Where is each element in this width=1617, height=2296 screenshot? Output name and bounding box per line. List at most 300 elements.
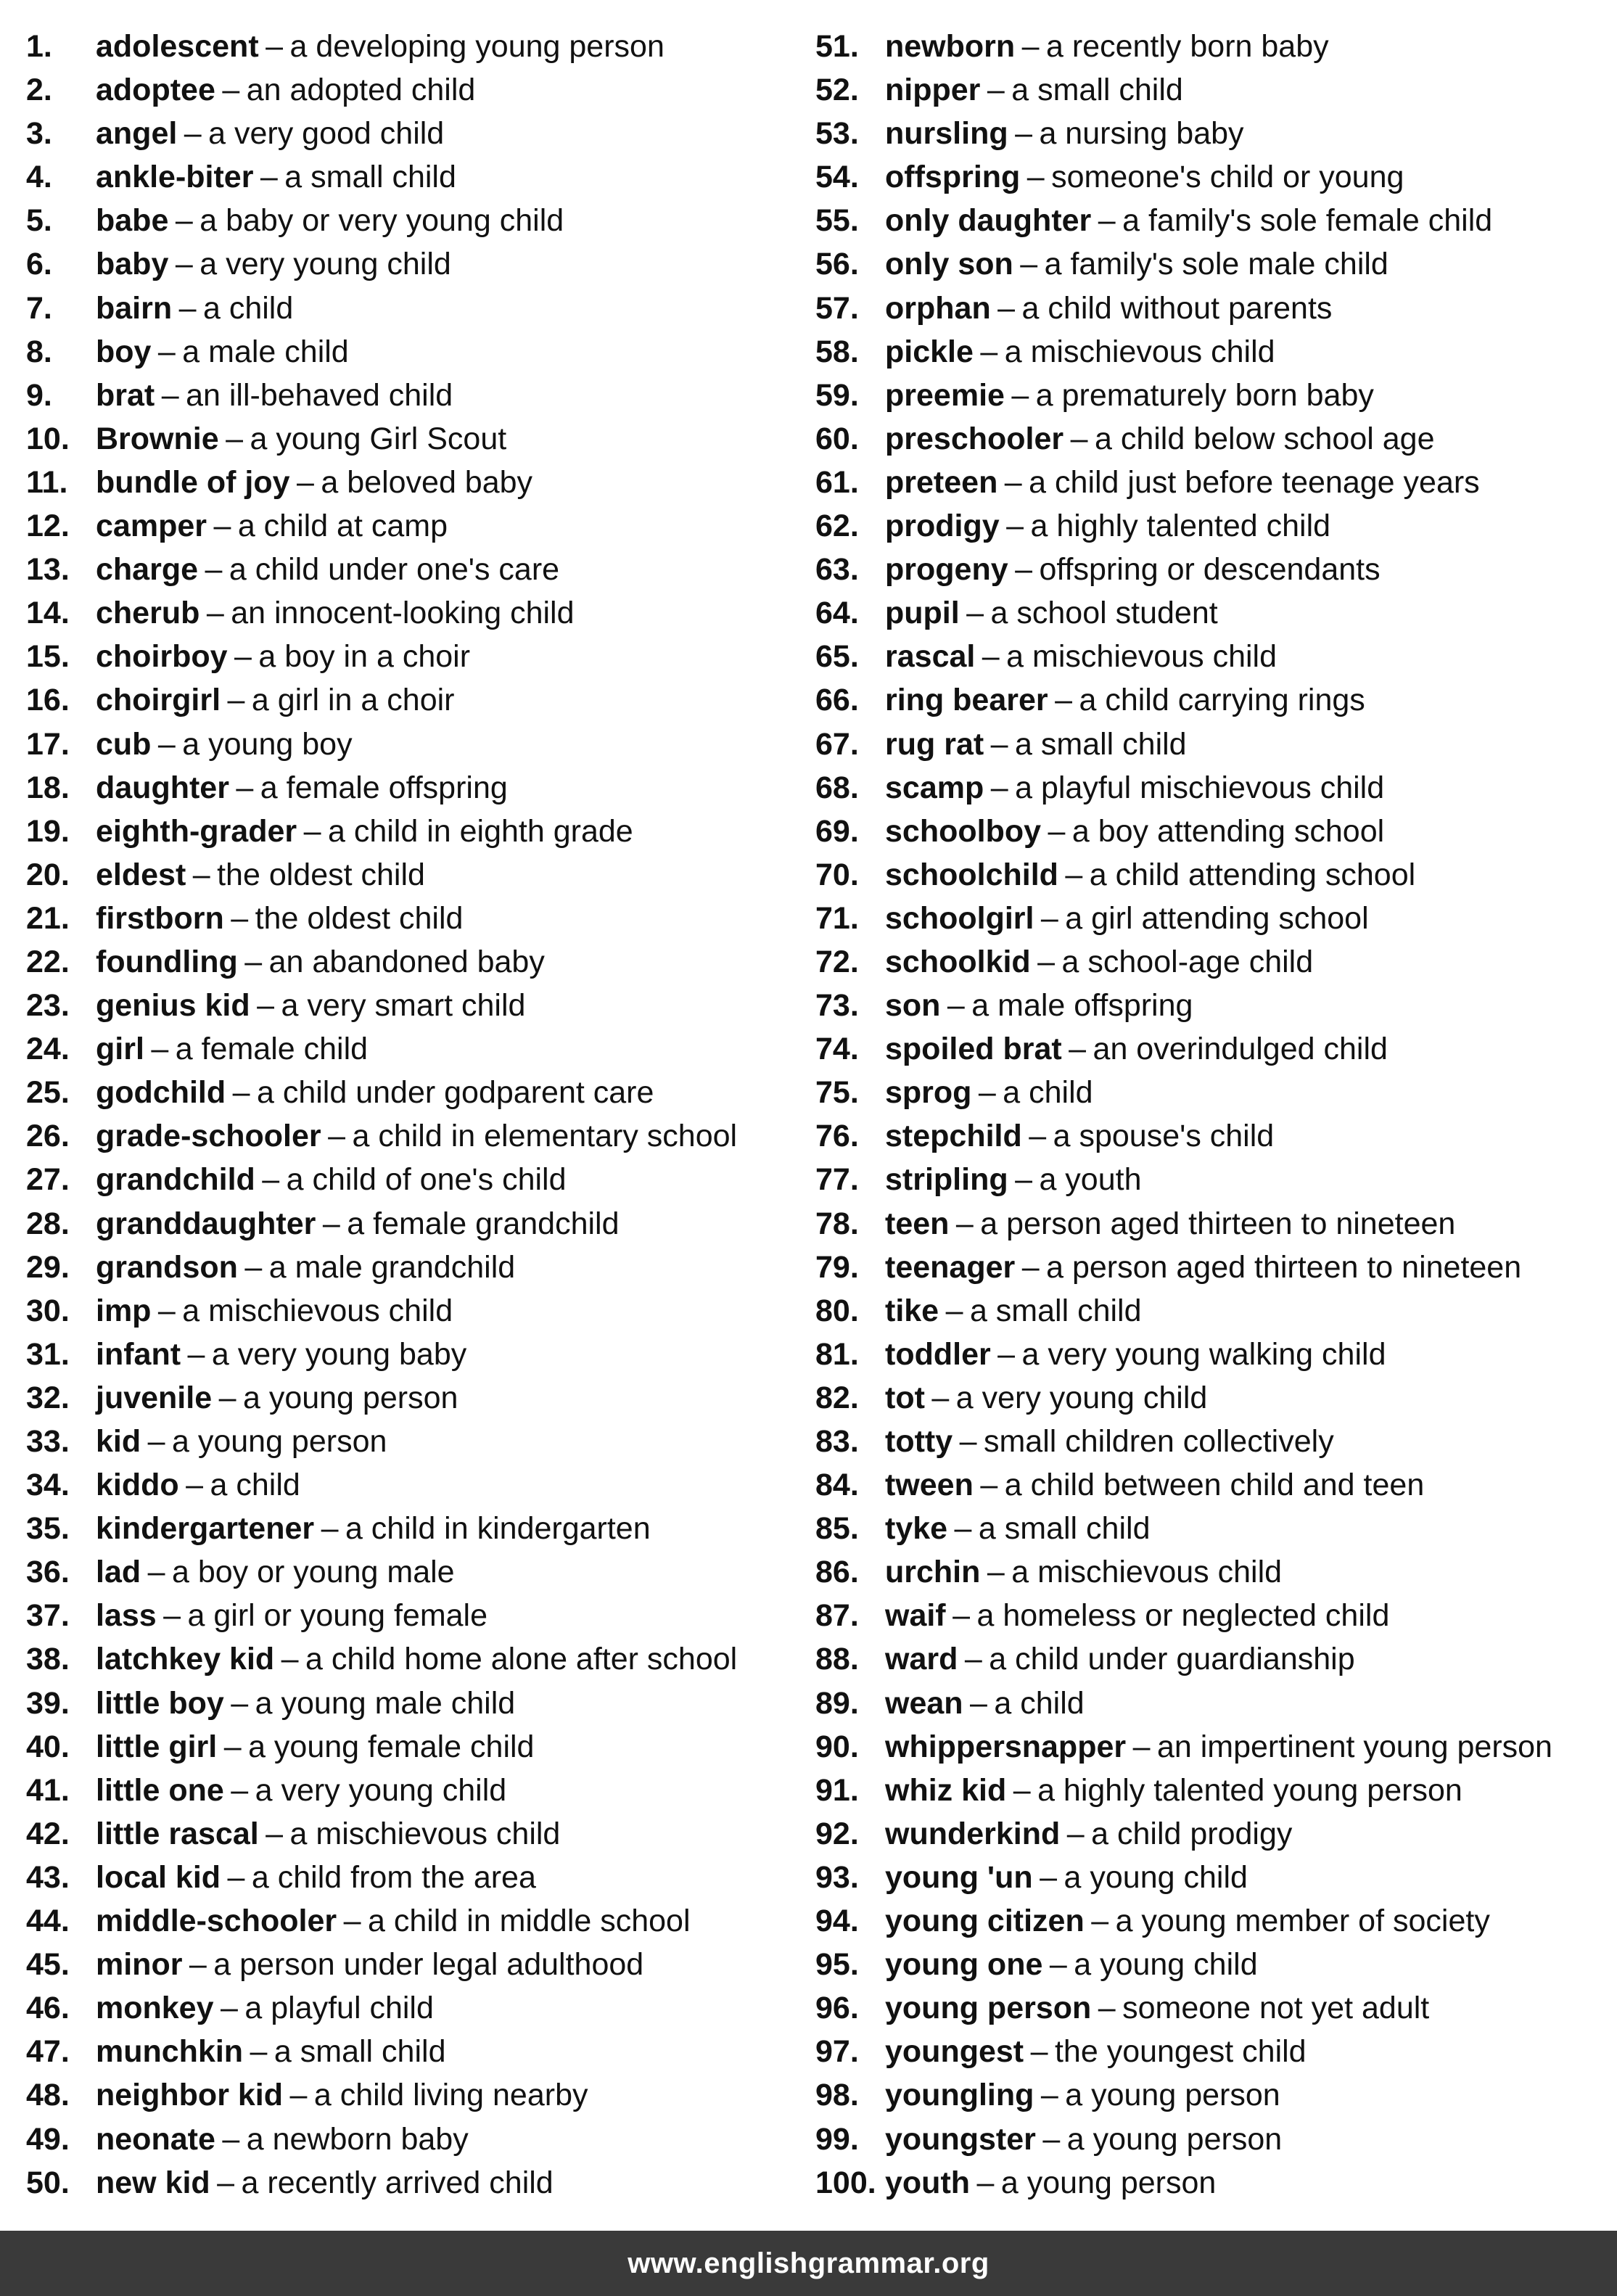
entry-number: 49. xyxy=(26,2121,70,2157)
list-item xyxy=(815,242,1552,286)
entry-term: bundle of joy xyxy=(96,464,290,500)
entry-term: adoptee xyxy=(96,73,215,108)
entry-number: 56. xyxy=(815,247,859,282)
entry-term: tike xyxy=(885,1293,939,1328)
entry-dash: – xyxy=(151,1032,169,1067)
entry-dash: – xyxy=(1020,247,1038,282)
entry-term: son xyxy=(885,988,941,1024)
entry-number: 72. xyxy=(815,944,859,979)
entry-dash: – xyxy=(297,464,314,500)
entry-number: 43. xyxy=(26,1859,70,1895)
entry-dash: – xyxy=(1049,1947,1067,1983)
entry-term: wean xyxy=(885,1685,963,1721)
entry-definition: a female child xyxy=(175,1032,369,1067)
entry-definition: an overindulged child xyxy=(1093,1032,1388,1067)
entry-dash: – xyxy=(281,1642,299,1677)
entry-dash: – xyxy=(990,770,1008,805)
list-item xyxy=(26,1376,737,1420)
entry-term: adolescent xyxy=(96,29,259,64)
entry-term: young citizen xyxy=(885,1904,1085,1939)
entry-definition: a child at camp xyxy=(237,509,448,544)
list-item xyxy=(26,1986,737,2030)
entry-dash: – xyxy=(987,73,1005,108)
entry-term: baby xyxy=(96,247,169,282)
entry-term: urchin xyxy=(885,1555,981,1590)
entry-definition: a young person xyxy=(1000,2165,1217,2200)
entry-number: 4. xyxy=(26,160,52,195)
entry-definition: a very young walking child xyxy=(1021,1336,1386,1372)
entry-number: 65. xyxy=(815,639,859,675)
entry-dash: – xyxy=(175,203,193,239)
entry-number: 82. xyxy=(815,1380,859,1415)
entry-term: boy xyxy=(96,334,152,369)
entry-number: 18. xyxy=(26,770,70,805)
entry-dash: – xyxy=(266,29,284,64)
entry-number: 17. xyxy=(26,726,70,762)
list-item xyxy=(26,374,737,417)
entry-definition: a developing young person xyxy=(289,29,665,64)
entry-term: progeny xyxy=(885,552,1008,588)
list-item xyxy=(815,635,1552,678)
entry-definition: a child without parents xyxy=(1021,290,1333,326)
list-item xyxy=(815,897,1552,940)
entry-definition: a child in middle school xyxy=(367,1904,691,1939)
entry-number: 52. xyxy=(815,73,859,108)
entry-dash: – xyxy=(223,1729,242,1764)
list-item xyxy=(815,591,1552,635)
entry-definition: a female offspring xyxy=(260,770,508,805)
entry-definition: a female grandchild xyxy=(347,1206,620,1241)
entry-dash: – xyxy=(175,247,193,282)
entry-definition: a mischievous child xyxy=(1004,334,1275,369)
list-item xyxy=(815,1769,1552,1812)
entry-dash: – xyxy=(244,944,263,979)
entry-number: 76. xyxy=(815,1119,859,1154)
entry-dash: – xyxy=(1040,1859,1058,1895)
entry-definition: a girl attending school xyxy=(1065,900,1369,936)
entry-term: kiddo xyxy=(96,1468,179,1503)
entry-term: youngest xyxy=(885,2034,1024,2070)
entry-definition: someone not yet adult xyxy=(1122,1991,1430,2026)
list-item xyxy=(26,155,737,199)
entry-term: eighth-grader xyxy=(96,813,297,849)
list-item xyxy=(815,1986,1552,2030)
list-item xyxy=(26,1550,737,1594)
entry-number: 46. xyxy=(26,1991,70,2026)
list-item xyxy=(815,1289,1552,1333)
entry-dash: – xyxy=(178,290,197,326)
list-item xyxy=(815,853,1552,897)
entry-definition: a person aged thirteen to nineteen xyxy=(980,1206,1456,1241)
entry-definition: the oldest child xyxy=(217,857,425,892)
entry-definition: a young member of society xyxy=(1115,1904,1490,1939)
list-item xyxy=(26,330,737,374)
entry-dash: – xyxy=(322,1206,340,1241)
entry-definition: a young person xyxy=(242,1380,458,1415)
entry-term: tween xyxy=(885,1468,974,1503)
entry-definition: small children collectively xyxy=(983,1424,1334,1459)
list-item xyxy=(815,1027,1552,1071)
word-list-right-column xyxy=(815,25,1552,2205)
footer-website[interactable]: www.englishgrammar.org xyxy=(628,2247,989,2279)
entry-term: youth xyxy=(885,2165,971,2200)
entry-dash: – xyxy=(232,1075,250,1111)
entry-definition: a small child xyxy=(273,2034,446,2070)
entry-dash: – xyxy=(231,900,249,936)
entry-number: 66. xyxy=(815,683,859,718)
entry-term: wunderkind xyxy=(885,1816,1061,1851)
entry-term: pupil xyxy=(885,596,960,631)
entry-number: 69. xyxy=(815,813,859,849)
list-item xyxy=(815,330,1552,374)
list-item xyxy=(26,678,737,722)
entry-number: 44. xyxy=(26,1904,70,1939)
entry-definition: a very smart child xyxy=(281,988,526,1024)
entry-dash: – xyxy=(222,2121,240,2157)
entry-definition: a child in elementary school xyxy=(352,1119,738,1154)
entry-definition: a child xyxy=(202,290,294,326)
entry-dash: – xyxy=(945,1293,963,1328)
entry-definition: a male offspring xyxy=(971,988,1193,1024)
entry-number: 59. xyxy=(815,377,859,413)
entry-definition: a very young child xyxy=(199,247,451,282)
entry-term: infant xyxy=(96,1336,181,1372)
footer-bar xyxy=(0,2231,1617,2296)
entry-term: juvenile xyxy=(96,1380,213,1415)
entry-definition: a family's sole male child xyxy=(1044,247,1388,282)
entry-number: 25. xyxy=(26,1075,70,1111)
list-item xyxy=(26,1289,737,1333)
entry-term: stepchild xyxy=(885,1119,1022,1154)
entry-term: pickle xyxy=(885,334,974,369)
entry-definition: a child xyxy=(994,1685,1085,1721)
entry-term: latchkey kid xyxy=(96,1642,275,1677)
list-item xyxy=(26,112,737,155)
list-item xyxy=(26,2073,737,2117)
entry-dash: – xyxy=(157,726,176,762)
entry-definition: a child in kindergarten xyxy=(345,1511,651,1547)
entry-term: toddler xyxy=(885,1336,991,1372)
entry-number: 16. xyxy=(26,683,70,718)
list-item xyxy=(815,1114,1552,1158)
entry-dash: – xyxy=(980,1468,998,1503)
list-item xyxy=(26,417,737,461)
list-item xyxy=(26,1682,737,1725)
entry-number: 31. xyxy=(26,1336,70,1372)
entry-number: 60. xyxy=(815,421,859,456)
entry-term: imp xyxy=(96,1293,152,1328)
entry-dash: – xyxy=(217,2165,235,2200)
entry-number: 50. xyxy=(26,2165,70,2200)
entry-term: preteen xyxy=(885,464,998,500)
entry-dash: – xyxy=(234,639,252,675)
entry-term: orphan xyxy=(885,290,991,326)
entry-definition: a male child xyxy=(182,334,349,369)
entry-dash: – xyxy=(970,1685,987,1721)
list-item xyxy=(815,374,1552,417)
entry-definition: a girl or young female xyxy=(187,1598,488,1634)
entry-term: scamp xyxy=(885,770,984,805)
list-item xyxy=(26,1594,737,1637)
entry-number: 90. xyxy=(815,1729,859,1764)
entry-dash: – xyxy=(257,988,275,1024)
entry-term: camper xyxy=(96,509,207,544)
entry-dash: – xyxy=(189,1947,207,1983)
list-item xyxy=(26,1333,737,1376)
entry-number: 23. xyxy=(26,988,70,1024)
entry-dash: – xyxy=(1006,509,1024,544)
list-item xyxy=(815,1637,1552,1681)
entry-number: 36. xyxy=(26,1555,70,1590)
list-item xyxy=(26,1158,737,1201)
entry-dash: – xyxy=(1042,2121,1061,2157)
list-item xyxy=(26,635,737,678)
entry-definition: a family's sole female child xyxy=(1122,203,1493,239)
list-item xyxy=(815,548,1552,591)
entry-term: nursling xyxy=(885,116,1008,152)
list-item xyxy=(26,1246,737,1289)
entry-term: preschooler xyxy=(885,421,1064,456)
entry-definition: a young person xyxy=(1066,2121,1283,2157)
entry-term: newborn xyxy=(885,29,1016,64)
list-item xyxy=(26,68,737,112)
entry-dash: – xyxy=(1015,552,1033,588)
entry-definition: a small child xyxy=(1011,73,1183,108)
entry-term: middle-schooler xyxy=(96,1904,337,1939)
entry-dash: – xyxy=(222,73,240,108)
entry-definition: a young female child xyxy=(248,1729,535,1764)
entry-term: ward xyxy=(885,1642,958,1677)
entry-dash: – xyxy=(1015,1162,1032,1198)
entry-term: godchild xyxy=(96,1075,226,1111)
entry-definition: a newborn baby xyxy=(246,2121,469,2157)
entry-term: cherub xyxy=(96,596,200,631)
list-item xyxy=(26,1420,737,1463)
entry-definition: a child prodigy xyxy=(1091,1816,1293,1851)
entry-definition: an ill-behaved child xyxy=(186,377,453,413)
list-item xyxy=(26,1114,737,1158)
entry-term: only daughter xyxy=(885,203,1092,239)
entry-definition: a young person xyxy=(171,1424,387,1459)
entry-term: neighbor kid xyxy=(96,2078,283,2113)
entry-definition: a child carrying rings xyxy=(1079,683,1365,718)
entry-definition: a child under guardianship xyxy=(989,1642,1355,1677)
entry-term: new kid xyxy=(96,2165,210,2200)
entry-dash: – xyxy=(1021,1249,1040,1285)
list-item xyxy=(26,25,737,68)
entry-dash: – xyxy=(1026,160,1045,195)
entry-definition: a highly talented child xyxy=(1030,509,1331,544)
list-item xyxy=(815,1899,1552,1943)
entry-dash: – xyxy=(231,1685,249,1721)
entry-number: 79. xyxy=(815,1249,859,1285)
entry-number: 26. xyxy=(26,1119,70,1154)
entry-number: 21. xyxy=(26,900,70,936)
entry-term: cub xyxy=(96,726,152,762)
entry-number: 5. xyxy=(26,203,52,239)
entry-term: nipper xyxy=(885,73,981,108)
entry-definition: a nursing baby xyxy=(1039,116,1244,152)
entry-term: local kid xyxy=(96,1859,221,1895)
entry-dash: – xyxy=(321,1511,339,1547)
entry-number: 1. xyxy=(26,29,52,64)
list-item xyxy=(815,1856,1552,1899)
list-item xyxy=(26,548,737,591)
entry-definition: a small child xyxy=(978,1511,1151,1547)
entry-term: minor xyxy=(96,1947,183,1983)
list-item xyxy=(26,1769,737,1812)
entry-definition: someone's child or young xyxy=(1051,160,1404,195)
entry-dash: – xyxy=(952,1598,971,1634)
entry-number: 68. xyxy=(815,770,859,805)
entry-dash: – xyxy=(186,1468,204,1503)
entry-dash: – xyxy=(1004,464,1022,500)
entry-dash: – xyxy=(1029,1119,1047,1154)
entry-definition: a person aged thirteen to nineteen xyxy=(1046,1249,1522,1285)
word-list-left-column xyxy=(26,25,737,2205)
entry-dash: – xyxy=(997,1336,1016,1372)
list-item xyxy=(26,1725,737,1769)
entry-definition: a small child xyxy=(969,1293,1142,1328)
list-item xyxy=(26,1202,737,1246)
entry-number: 74. xyxy=(815,1032,859,1067)
entry-number: 86. xyxy=(815,1555,859,1590)
entry-number: 94. xyxy=(815,1904,859,1939)
list-item xyxy=(26,810,737,853)
entry-dash: – xyxy=(187,1336,205,1372)
entry-definition: a very young baby xyxy=(211,1336,467,1372)
entry-term: prodigy xyxy=(885,509,1000,544)
entry-dash: – xyxy=(1066,1816,1085,1851)
entry-dash: – xyxy=(163,1598,181,1634)
entry-dash: – xyxy=(1011,377,1029,413)
entry-definition: the youngest child xyxy=(1054,2034,1307,2070)
entry-definition: a person under legal adulthood xyxy=(213,1947,644,1983)
entry-definition: a male grandchild xyxy=(268,1249,516,1285)
entry-number: 39. xyxy=(26,1685,70,1721)
entry-number: 78. xyxy=(815,1206,859,1241)
entry-number: 99. xyxy=(815,2121,859,2157)
entry-number: 75. xyxy=(815,1075,859,1111)
entry-number: 45. xyxy=(26,1947,70,1983)
entry-dash: – xyxy=(262,1162,280,1198)
list-item xyxy=(26,1507,737,1550)
list-item xyxy=(815,678,1552,722)
entry-number: 92. xyxy=(815,1816,859,1851)
list-item xyxy=(815,287,1552,330)
entry-term: babe xyxy=(96,203,169,239)
entry-number: 8. xyxy=(26,334,52,369)
entry-dash: – xyxy=(990,726,1008,762)
list-item xyxy=(26,940,737,984)
entry-number: 81. xyxy=(815,1336,859,1372)
entry-number: 13. xyxy=(26,552,70,588)
list-item xyxy=(26,984,737,1027)
entry-term: kid xyxy=(96,1424,141,1459)
entry-number: 15. xyxy=(26,639,70,675)
entry-term: tot xyxy=(885,1380,925,1415)
entry-number: 57. xyxy=(815,290,859,326)
list-item xyxy=(26,1899,737,1943)
entry-term: young one xyxy=(885,1947,1043,1983)
list-item xyxy=(815,504,1552,548)
list-item xyxy=(815,1333,1552,1376)
entry-definition: a very young child xyxy=(255,1772,507,1808)
entry-term: kindergartener xyxy=(96,1511,315,1547)
entry-term: choirboy xyxy=(96,639,228,675)
list-item xyxy=(815,155,1552,199)
entry-definition: a youth xyxy=(1039,1162,1142,1198)
list-item xyxy=(815,1071,1552,1114)
entry-dash: – xyxy=(205,552,223,588)
entry-definition: an innocent-looking child xyxy=(231,596,575,631)
entry-number: 47. xyxy=(26,2034,70,2070)
entry-dash: – xyxy=(218,1380,236,1415)
entry-term: only son xyxy=(885,247,1013,282)
entry-dash: – xyxy=(1030,2034,1048,2070)
entry-dash: – xyxy=(244,1249,263,1285)
entry-number: 33. xyxy=(26,1424,70,1459)
entry-number: 14. xyxy=(26,596,70,631)
entry-definition: a young person xyxy=(1065,2078,1280,2113)
entry-definition: a young child xyxy=(1074,1947,1258,1983)
entry-definition: a prematurely born baby xyxy=(1035,377,1374,413)
entry-term: little rascal xyxy=(96,1816,259,1851)
entry-number: 55. xyxy=(815,203,859,239)
entry-dash: – xyxy=(1069,1032,1087,1067)
entry-dash: – xyxy=(1013,1772,1031,1808)
list-item xyxy=(815,25,1552,68)
entry-dash: – xyxy=(982,639,1000,675)
list-item xyxy=(815,461,1552,504)
entry-dash: – xyxy=(226,421,244,456)
entry-definition: a young child xyxy=(1063,1859,1248,1895)
list-item xyxy=(815,1725,1552,1769)
entry-term: little boy xyxy=(96,1685,224,1721)
entry-definition: a child attending school xyxy=(1089,857,1416,892)
entry-dash: – xyxy=(157,334,176,369)
entry-definition: a school-age child xyxy=(1061,944,1314,979)
entry-number: 63. xyxy=(815,552,859,588)
entry-term: lass xyxy=(96,1598,157,1634)
entry-term: munchkin xyxy=(96,2034,244,2070)
list-item xyxy=(815,1202,1552,1246)
entry-dash: – xyxy=(1037,944,1056,979)
entry-term: offspring xyxy=(885,160,1021,195)
list-item xyxy=(26,461,737,504)
entry-term: teen xyxy=(885,1206,950,1241)
entry-dash: – xyxy=(161,377,179,413)
list-item xyxy=(26,2030,737,2073)
entry-term: brat xyxy=(96,377,155,413)
list-item xyxy=(815,2073,1552,2117)
entry-definition: a young Girl Scout xyxy=(250,421,507,456)
entry-dash: – xyxy=(343,1904,361,1939)
entry-dash: – xyxy=(157,1293,176,1328)
entry-definition: an adopted child xyxy=(246,73,476,108)
list-item xyxy=(26,723,737,766)
entry-definition: a young male child xyxy=(255,1685,516,1721)
entry-dash: – xyxy=(227,683,245,718)
list-item xyxy=(815,1158,1552,1201)
entry-number: 96. xyxy=(815,1991,859,2026)
entry-term: firstborn xyxy=(96,900,224,936)
entry-number: 87. xyxy=(815,1598,859,1634)
entry-number: 71. xyxy=(815,900,859,936)
entry-term: young 'un xyxy=(885,1859,1033,1895)
list-item xyxy=(815,1594,1552,1637)
entry-number: 70. xyxy=(815,857,859,892)
